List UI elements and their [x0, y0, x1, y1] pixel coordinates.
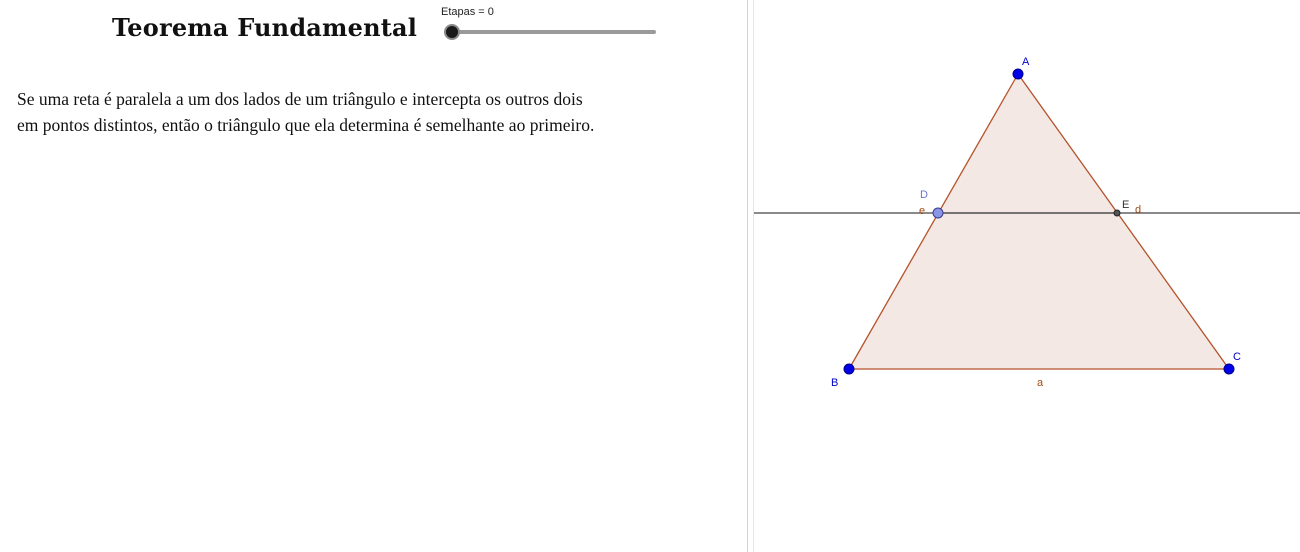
label-a: A	[1022, 56, 1030, 68]
graphics-view[interactable]	[754, 0, 1300, 552]
point-e[interactable]	[1114, 210, 1120, 216]
view-divider[interactable]	[747, 0, 754, 552]
slider-label: Etapas = 0	[441, 6, 494, 18]
label-b: B	[831, 377, 839, 389]
slider-track[interactable]	[452, 30, 656, 34]
point-c[interactable]	[1224, 364, 1234, 374]
theorem-line-2: em pontos distintos, então o triângulo que ela determina é semelhante ao primeiro.	[17, 115, 595, 135]
label-d: D	[920, 189, 928, 201]
point-b[interactable]	[844, 364, 854, 374]
theorem-text	[17, 86, 737, 138]
page-title: Teorema Fundamental	[112, 13, 418, 42]
label-line-d: d	[1135, 204, 1142, 216]
triangle-abc[interactable]	[849, 74, 1229, 369]
label-line-e: e	[919, 205, 926, 217]
slider-knob[interactable]	[444, 24, 460, 40]
label-side-a: a	[1037, 377, 1044, 389]
theorem-line-1: Se uma reta é paralela a um dos lados de um triângulo e intercepta os outros dois	[17, 89, 583, 109]
label-e: E	[1122, 199, 1130, 211]
point-d[interactable]	[933, 208, 943, 218]
label-c: C	[1233, 351, 1241, 363]
point-a[interactable]	[1013, 69, 1023, 79]
